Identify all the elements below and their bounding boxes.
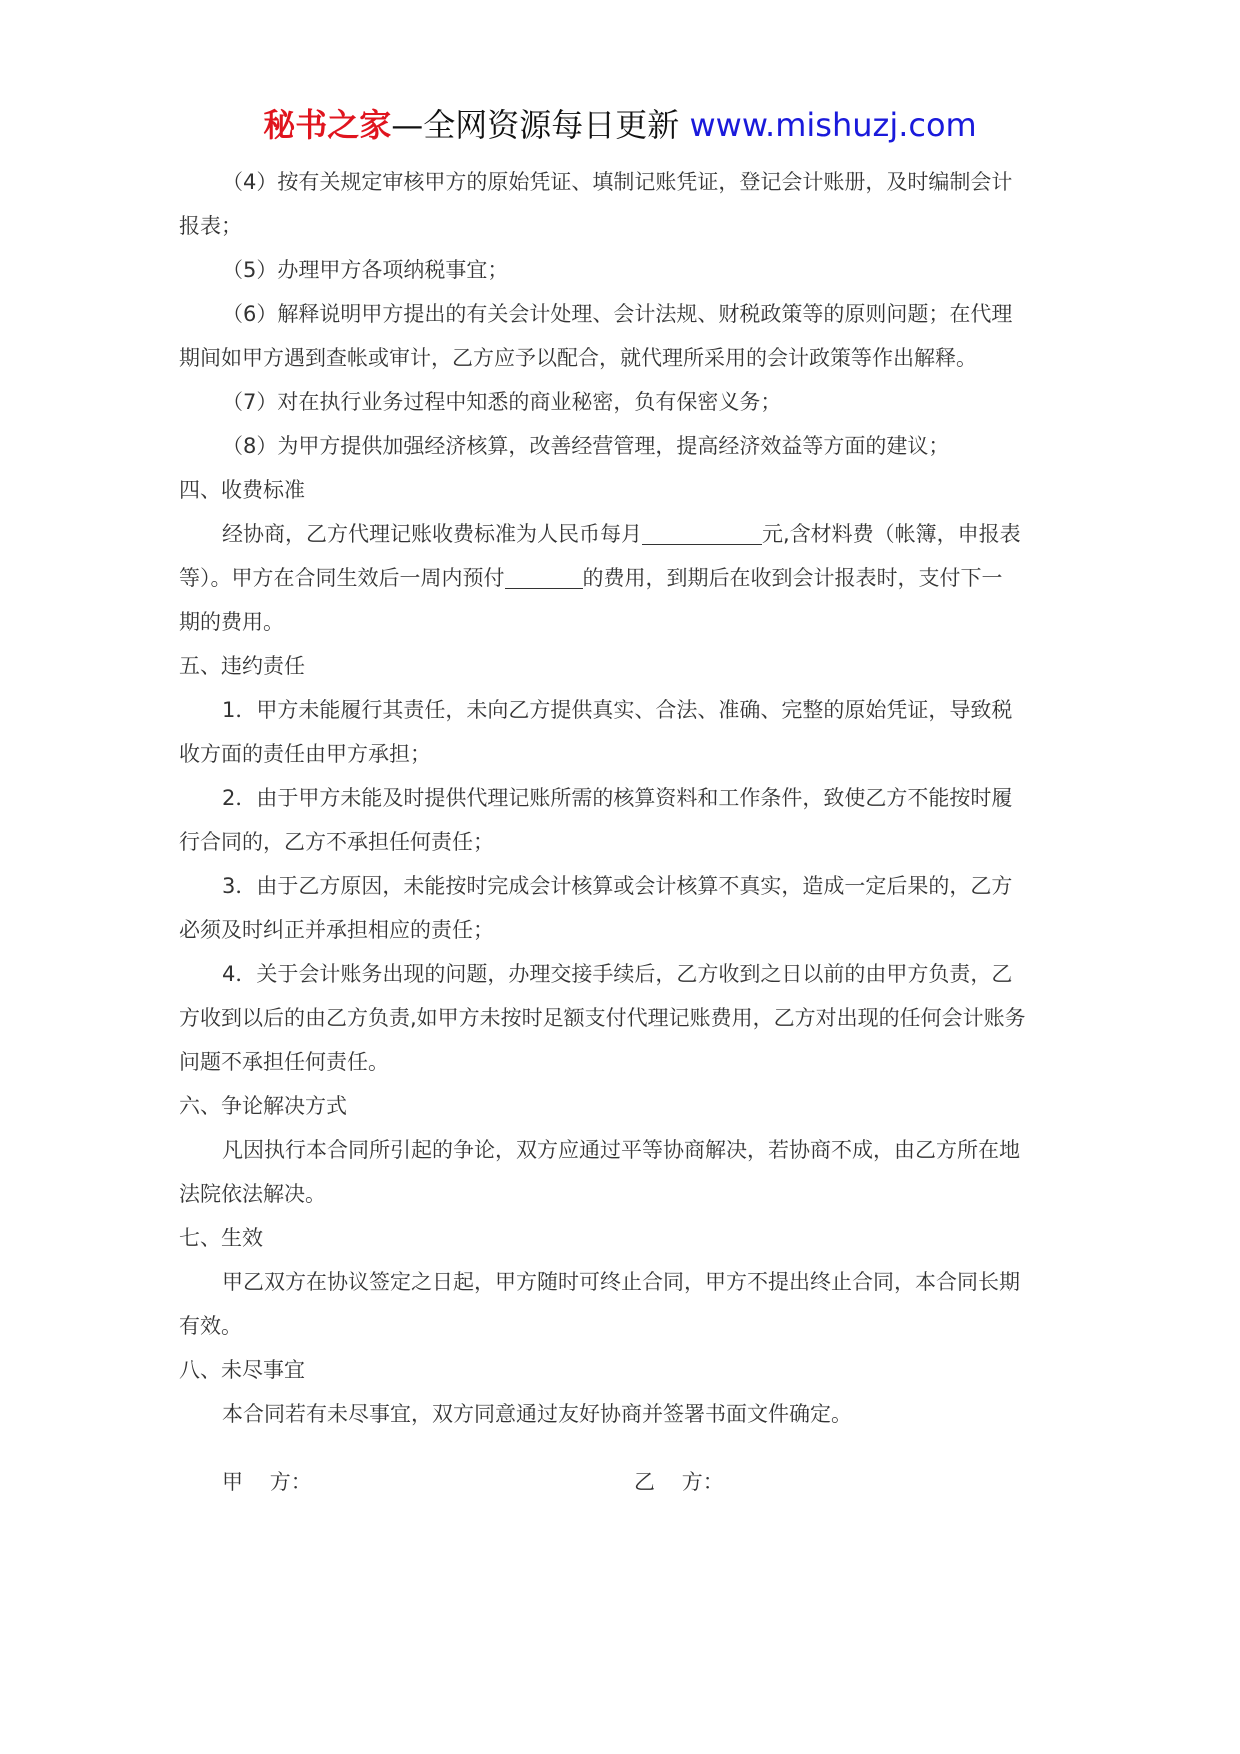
- liability-2-line-2: 行合同的，乙方不承担任何责任；: [179, 830, 494, 854]
- clause-7: （7）对在执行业务过程中知悉的商业秘密，负有保密义务；: [222, 390, 782, 414]
- contract-body: [179, 160, 1059, 1504]
- signature-row: [179, 1460, 1059, 1504]
- prepay-text-b: 的费用，到期后在收到会计报表时，支付下一: [582, 566, 1003, 590]
- dispute-line-1: 凡因执行本合同所引起的争论，双方应通过平等协商解决，若协商不成，由乙方所在地: [222, 1138, 1020, 1162]
- liability-1-line-2: 收方面的责任由甲方承担；: [179, 742, 431, 766]
- dispute-line-2: 法院依法解决。: [179, 1182, 326, 1206]
- fee-text-b: 元,含材料费（帐簿，申报表: [762, 522, 1021, 546]
- party-b-signature-label: 乙 方：: [634, 1470, 724, 1494]
- party-a-signature-label: 甲 方：: [222, 1470, 312, 1494]
- section-7-heading: 七、生效: [179, 1226, 263, 1250]
- fee-text-a: 经协商，乙方代理记账收费标准为人民币每月: [222, 522, 642, 546]
- misc-line-1: 本合同若有未尽事宜，双方同意通过友好协商并签署书面文件确定。: [222, 1402, 852, 1426]
- liability-1-line-1: 1．甲方未能履行其责任，未向乙方提供真实、合法、准确、完整的原始凭证，导致税: [222, 698, 1013, 722]
- prepay-text-a: 等）。甲方在合同生效后一周内预付: [179, 566, 505, 590]
- clause-8: （8）为甲方提供加强经济核算，改善经营管理，提高经济效益等方面的建议；: [222, 434, 950, 458]
- liability-2-line-1: 2．由于甲方未能及时提供代理记账所需的核算资料和工作条件，致使乙方不能按时履: [222, 786, 1013, 810]
- effect-line-1: 甲乙双方在协议签定之日起，甲方随时可终止合同，甲方不提出终止合同，本合同长期: [222, 1270, 1020, 1294]
- liability-4-line-1: 4．关于会计账务出现的问题，办理交接手续后，乙方收到之日以前的由甲方负责，乙: [222, 962, 1013, 986]
- fee-line-2: [179, 556, 1059, 600]
- liability-4-line-2: 方收到以后的由乙方负责,如甲方未按时足额支付代理记账费用，乙方对出现的任何会计账务: [179, 1006, 1026, 1030]
- section-8-heading: 八、未尽事宜: [179, 1358, 305, 1382]
- clause-6-line-1: （6）解释说明甲方提出的有关会计处理、会计法规、财税政策等的原则问题；在代理: [222, 302, 1013, 326]
- fee-line-1: [179, 512, 1059, 556]
- prepay-blank[interactable]: [505, 564, 583, 589]
- fee-line-3: 期的费用。: [179, 610, 284, 634]
- clause-4-line-1: （4）按有关规定审核甲方的原始凭证、填制记账凭证，登记会计账册，及时编制会计: [222, 170, 1013, 194]
- clause-4-line-2: 报表；: [179, 214, 242, 238]
- section-4-heading: 四、收费标准: [179, 478, 305, 502]
- liability-3-line-2: 必须及时纠正并承担相应的责任；: [179, 918, 494, 942]
- liability-4-line-3: 问题不承担任何责任。: [179, 1050, 389, 1074]
- effect-line-2: 有效。: [179, 1314, 242, 1338]
- liability-3-line-1: 3．由于乙方原因，未能按时完成会计核算或会计核算不真实，造成一定后果的，乙方: [222, 874, 1013, 898]
- brand-name: 秘书之家: [263, 106, 392, 144]
- header-tagline: —全网资源每日更新: [391, 106, 680, 144]
- section-5-heading: 五、违约责任: [179, 654, 305, 678]
- page-header: [0, 100, 1240, 150]
- monthly-fee-blank[interactable]: [642, 520, 762, 545]
- section-6-heading: 六、争论解决方式: [179, 1094, 347, 1118]
- clause-5: （5）办理甲方各项纳税事宜；: [222, 258, 509, 282]
- clause-6-line-2: 期间如甲方遇到查帐或审计，乙方应予以配合，就代理所采用的会计政策等作出解释。: [179, 346, 977, 370]
- website-link[interactable]: www.mishuzj.com: [689, 106, 977, 144]
